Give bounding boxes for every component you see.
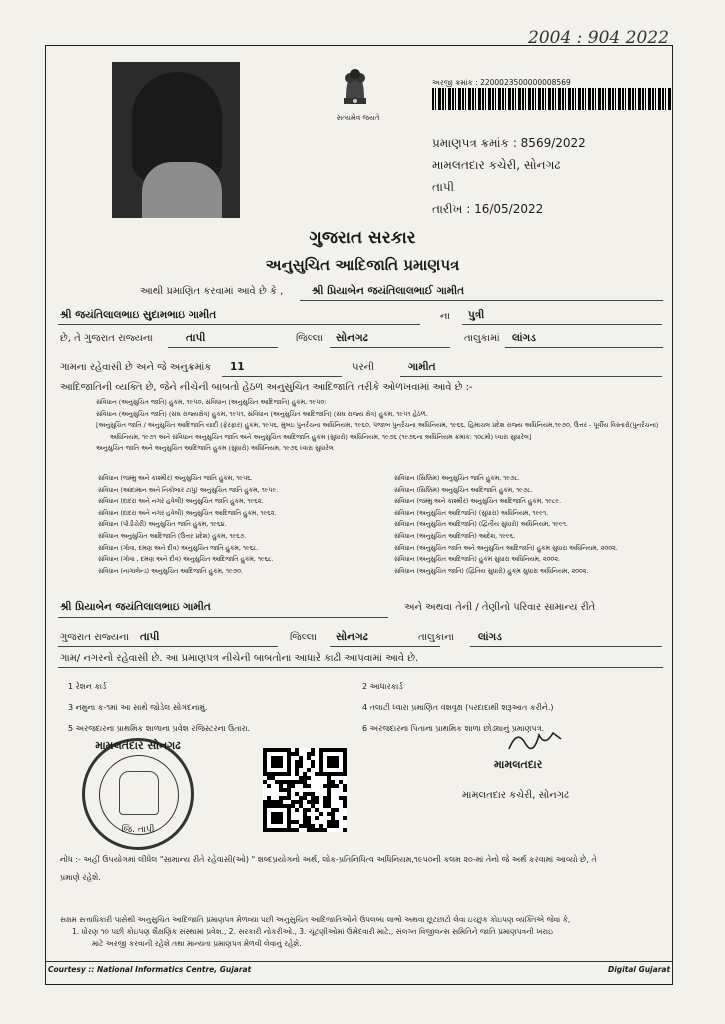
underline — [58, 667, 663, 668]
serial-label: ગામના રહેવાસી છે અને જે અનુક્રમાંક — [60, 362, 212, 373]
signature — [505, 725, 565, 755]
doc-item: 2 આધારકાર્ડ — [362, 682, 403, 691]
family-taluka: સોનગઢ — [336, 631, 368, 643]
family-district: તાપી — [140, 631, 160, 643]
tribe-name: ગામીત — [408, 361, 436, 373]
doc-item: 6 અરજદારના પિતાના પ્રાથમિક શાળા છોડ્યાનું પ્રમાણપત્ર. — [362, 724, 545, 733]
underline — [58, 646, 278, 647]
footer-paragraph: સક્ષમ સત્તાધિકારી પાસેથી અનુસુચિત આદિજાતિ પ્રમાણપત્ર મેળવ્યા પછી અનુસુચિત આદિજાતિઓને ઉપલબ્ધ લાભો અથવા છૂટછાટો લેવા ઇચ્છુક કોઇપણ વ્યક્તિએ જેવા કે, 1. ધોરણ ૧૦ પછી કોઇપણ શૈક્ષણિક સંસ્થામાં પ્રવેશ., 2. સરકારી નોકરીઓ., 3. ચૂંટણીઓમાં ઉમેદવારી માટે., સંલગ્ન વિજીલન્સ સમિતિને જાતિ પ્રમાણપત્રની ખરાઇ માટે અરજી કરવાની રહેશે તથા માન્યતા પ્રમાણપત્ર મેળવી લેવાનું રહેશે. — [60, 915, 571, 948]
underline — [300, 300, 663, 301]
orders-list-left: સંવિધાન (જમ્મુ અને કાશ્મીર) અનુસુચિત જાતિ હુકમ, ૧૯૫૬. સંવિધાન (આંદામાન અને નિકોબાર ટાપુ) અનુસુચિત જાતિ હુકમ, ૧૯૫૯. સંવિધાન (દાદરા અને નગર હવેલી) અનુસુચિત જાતિ હુકમ, ૧૯૬૨. સંવિધાન (દાદરા અને નગર હવેલી) અનુસુચિત આદિજાતિ હુકમ, ૧૯૬૨. સંવિધાન (પોંડીચેરી) અનુસુચિત જાતિ હુકમ, ૧૯૬૪. સંવિધાન અનુસુચિત આદિજાતિ (ઉત્તર પ્રદેશ) હુકમ, ૧૯૬૭. સંવિધાન (ગોવા, દમણ અને દીવ) અનુસુચિત જાતિ હુકમ, ૧૯૬૮. સંવિધાન (ગોવા , દમણ અને દીવ) અનુસુચિત આદિજાતિ હુકમ, ૧૯૬૮. સંવિધાન (નાગાલેન્ડ) અનુસુચિત આદિજાતિ હુકમ, ૧૯૭૦. — [98, 475, 279, 575]
doc-item: 4 તલાટી ધ્વારા પ્રમાણિત વંશવૃક્ષ (પરદાદાથી શરૂઆત કરીને.) — [362, 703, 554, 712]
application-number: અરજી ક્રમાંક : 2200023500000008569 — [432, 78, 571, 87]
underline — [222, 376, 342, 377]
family-village: લાંગડ — [478, 631, 502, 643]
underline — [400, 376, 662, 377]
footer-brand: Digital Gujarat — [608, 965, 671, 974]
underline — [58, 617, 388, 618]
footer-courtesy: Courtesy :: National Informatics Centre, Gujarat — [48, 965, 252, 974]
issuing-office: મામલતદાર કચેરી, સોનગઢ — [432, 158, 561, 172]
note-block: નોંધ :- અહીં ઉપયોગમાં લીધેલ "સામાન્ય રીતે રહેવાસી(ઓ) " શબ્દપ્રયોગનો અર્થ, લોક-પ્રતિનિધિત્વ અધિનિયમ,૧૯૫૦ની કલમ ૨૦-માં તેનો જે અર્થ કરવામાં આવ્યો છે, તે પ્રમાણે રહેશે. — [60, 855, 597, 882]
orders-list-right: સંવિધાન (સિક્કિમ) અનુસુચિત જાતિ હુકમ, ૧૯૭૮. સંવિધાન (સિક્કિમ) અનુસુચિત આદિજાતિ હુકમ, ૧૯૭૮. સંવિધાન (જમ્મુ અને કાશ્મીર) અનુસુચિત આદિજાતિ હુકમ, ૧૯૮૯. સંવિધાન (અનુસુચિત આદિજાતિ) (સુધારા) અધિનિયમ, ૧૯૯૧. સંવિધાન (અનુસુચિત આદિજાતિ) (દ્વિતીય સુધારો) અધિનિયમ, ૧૯૯૧. સંવિધાન (અનુસુચિત આદિજાતિ) આદેશ, ૧૯૯૬. સંવિધાન (અનુસુચિત જાતિ અને અનુસુચિત આદિજાતિ) હુકમ સુધારા અધિનિયમ, ૨૦૦૨. સંવિધાન (અનુસુચિત આદિજાતિ) હુકમ સુધારા અધિનિયમ, ૨૦૦૨. સંવિધાન (અનુસુચિત જાતિ) (દ્વિતિય સુધારો) હુકમ સુધારા અધિનિયમ, ૨૦૦૨. — [394, 475, 618, 575]
underline — [168, 347, 278, 348]
recognition-line: આદિજાતિની વ્યક્તિ છે, જેને નીચેની બાબતો હેઠળ અનુસુચિત આદિજાતિ તરીકે ઓળખવામાં આવે છે :- — [60, 382, 473, 393]
underline — [505, 347, 663, 348]
taluka-label: તાલુકામાં — [464, 333, 500, 344]
family-talukana: તાલુકાના — [418, 632, 455, 643]
handwritten-note: 2004 : 904 2022 — [528, 28, 669, 48]
docs-left — [68, 676, 368, 739]
signatory-title: મામલતદાર — [494, 758, 543, 771]
state-label: છે, તે ગુજરાત રાજ્યના — [60, 333, 153, 344]
underline — [330, 347, 450, 348]
taluka-value: સોનગઢ — [336, 332, 368, 344]
district: તાપી — [432, 180, 455, 194]
relation-na: ના — [440, 311, 450, 322]
doc-item: 3 નમુના ક-૧માં આ સાથે જોડેલ સોગંદનામું. — [68, 703, 208, 712]
govt-title: ગુજરાત સરકાર — [309, 228, 416, 248]
underline — [470, 646, 662, 647]
certificate-number: પ્રમાણપત્ર ક્રમાંક : 8569/2022 — [432, 136, 586, 150]
footer-rule — [45, 961, 673, 962]
orders-paragraph: સંવિધાન (અનુસુચિત જાતિ) હુકમ, ૧૯૫૦, સંવિધાન (અનુસુચિત આદિજાતિ) હુકમ, ૧૯૫૦: સંવિધાન (અનુસુચિત જાતિ) (સંઘ રાજ્યક્ષેત્ર) હુકમ, ૧૯૫૧, સંવિધાન (અનુસુચિત આદિજાતિ) (સંઘ રાજ્ય ક્ષેત્ર) હુકમ, ૧૯૫૧ હેઠળ. [અનુસુચિત જાતિ / અનુસુચિત આદિજાતિ યાદી (ફેરફાર) હુકમ, ૧૯૫૬, મુંબઇ પુનર્રચના અધિનિયમ, ૧૯૬૦, પંજાબ પુનર્રચના અધિનિયમ, ૧૯૬૬, હિમાચલ પ્રદેશ રાજ્ય અધિનિયમ,૧૯૭૦, ઉત્તર - પૂર્વીય વિસ્તારો(પુનર્રચના) અધિનિયમ, ૧૯૭૧ અને સંવિધાન અનુસુચિત જાતિ અને અનુસુચિત આદિજાતિ હુકમ (સુધારો) અધિનિયમ, ૧૯૭૬ (૧૯૭૬ના અધિનિયમ ક્રમાંક: ૧૦૮મો) ધ્વારા સુધારેલ] અનુસુચિત જાતિ અને અનુસુચિત આદિજાતિ હુકમ (સુધારો) અધિનિયમ, ૧૯૭૬ ધ્વારા સુધારેલ — [96, 398, 659, 453]
tribe-label: પરની — [352, 362, 374, 373]
official-seal: મામલતદાર સોનગઢ જિ. તાપી — [82, 738, 194, 850]
village-value: લાંગડ — [512, 332, 536, 344]
family-name: શ્રી પ્રિયાબેન જયંતિલાલભાઇ ગામીત — [60, 601, 211, 613]
body-line1-prefix: આથી પ્રમાણિત કરવામાં આવે છે કે , — [140, 286, 284, 297]
district-value: તાપી — [186, 332, 206, 344]
relation: પુત્રી — [468, 309, 485, 321]
residence-line: ગામ/ નગરનો રહેવાસી છે. આ પ્રમાણપત્ર નીચેની બાબતોના આધારે કાઢી આપવામાં આવે છે. — [60, 653, 419, 664]
certificate-title: અનુસુચિત આદિજાતિ પ્રમાણપત્ર — [265, 256, 460, 274]
doc-item: 5 અરજદારના પ્રાથમિક શાળાના પ્રવેશ રજિસ્ટરના ઉતારા. — [68, 724, 251, 733]
district-label: જિલ્લા — [296, 333, 323, 344]
qr-code — [263, 748, 347, 832]
family-suffix: અને અથવા તેની / તેણીનો પરિવાર સામાન્ય રીતે — [404, 602, 596, 613]
underline — [462, 324, 662, 325]
father-name: શ્રી જયંતિલાલભાઇ સુદામભાઇ ગામીત — [60, 309, 217, 321]
issue-date: તારીખ : 16/05/2022 — [432, 202, 544, 216]
emblem-motto: સત્યમેવ જયતે — [336, 114, 380, 122]
signatory-office: મામલતદાર કચેરી, સોનગઢ — [462, 790, 569, 801]
family-jilla: જિલ્લા — [290, 632, 317, 643]
doc-item: 1 રેશન કાર્ડ — [68, 682, 107, 691]
serial-number: 11 — [230, 361, 245, 373]
family-state: ગુજરાત રાજ્યના — [60, 632, 129, 643]
underline — [58, 324, 420, 325]
underline — [330, 646, 440, 647]
applicant-name: શ્રી પ્રિયાબેન જયંતિલાલભાઈ ગામીત — [312, 285, 465, 297]
barcode — [432, 88, 672, 110]
national-emblem-icon — [330, 62, 380, 112]
applicant-photo — [112, 62, 240, 218]
